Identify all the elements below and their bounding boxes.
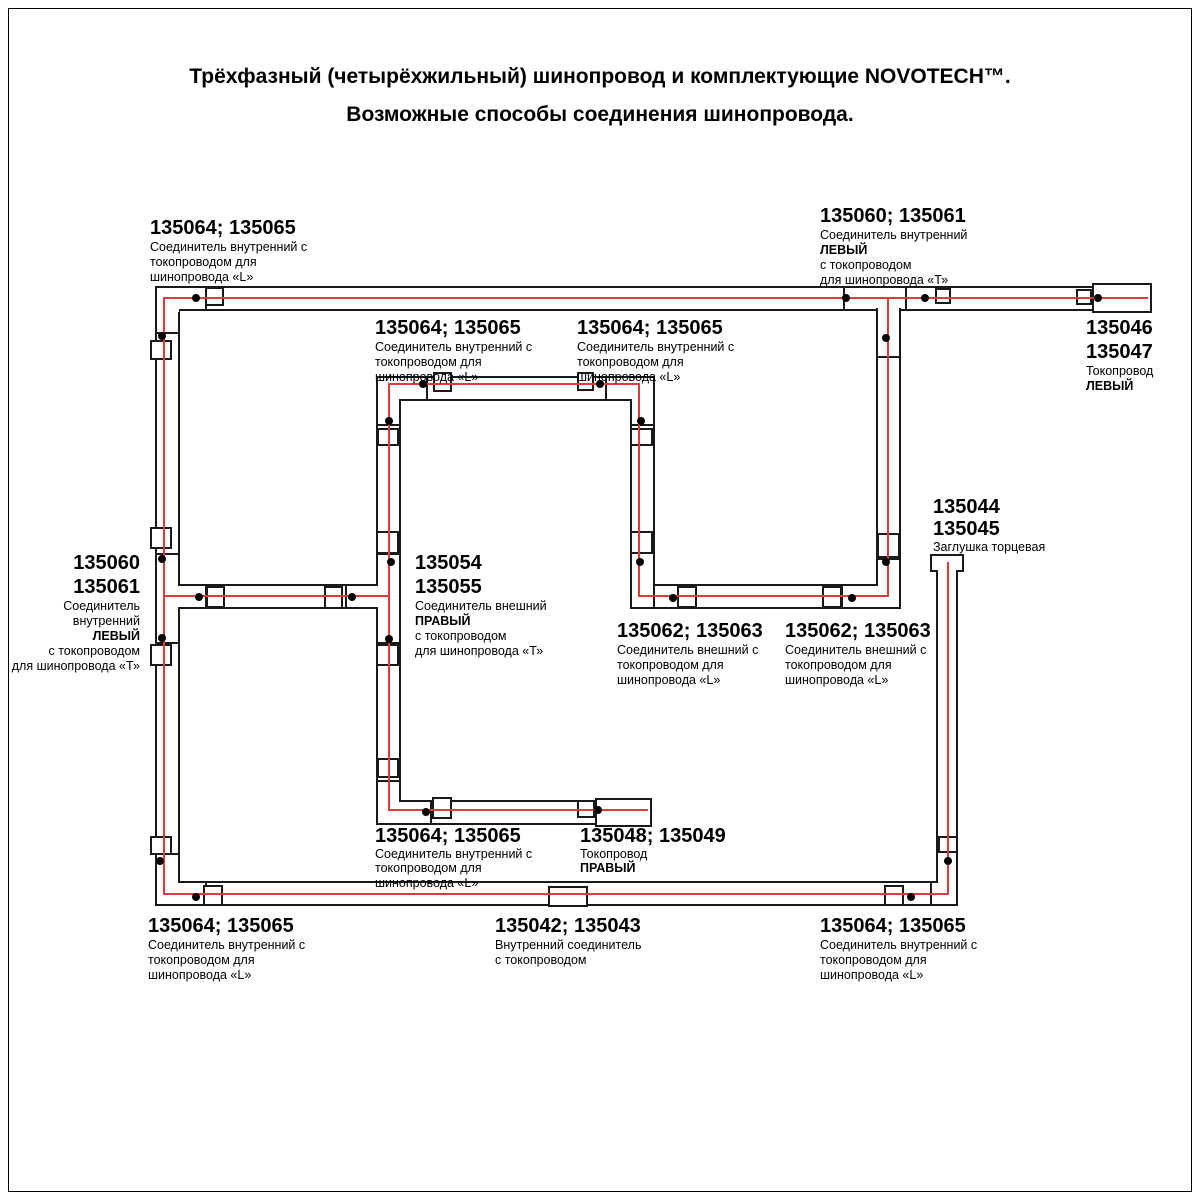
conductor-line — [163, 297, 1148, 299]
junction-opening — [632, 398, 653, 402]
part-desc: Соединитель внутренний с — [148, 938, 306, 952]
connector-block — [630, 428, 653, 446]
part-desc: Токопровод — [1086, 364, 1154, 378]
part-number: 135060; 135061 — [820, 205, 966, 227]
mount-dot — [385, 417, 393, 425]
mount-dot — [385, 635, 393, 643]
part-desc: Соединитель внутренний с — [577, 340, 735, 354]
part-desc: Соединитель внутренний с — [150, 240, 308, 254]
mount-dot — [944, 857, 952, 865]
part-desc: токопроводом для — [820, 953, 927, 967]
connector-block — [677, 586, 697, 608]
part-desc: ЛЕВЫЙ — [1086, 379, 1134, 393]
part-desc: токопроводом для — [617, 658, 724, 672]
part-desc: токопроводом для — [577, 355, 684, 369]
part-desc: шинопровода «L» — [150, 270, 254, 284]
title-line-1: Трёхфазный (четырёхжильный) шинопровод и комплектующие NOVOTECH™. — [189, 65, 1011, 88]
part-desc: шинопровода «L» — [785, 673, 889, 687]
mount-dot — [848, 594, 856, 602]
part-desc: с токопроводом — [820, 258, 912, 272]
mount-dot — [158, 332, 166, 340]
label-connector-top-left — [150, 216, 307, 285]
junction-opening — [157, 881, 178, 884]
part-desc: с токопроводом — [48, 644, 140, 658]
part-desc: Соединитель внутренний — [820, 228, 968, 242]
part-number: 135046 — [1086, 317, 1153, 339]
part-desc: токопроводом для — [375, 861, 482, 876]
part-number: 135042; 135043 — [495, 915, 641, 937]
mount-dot — [636, 558, 644, 566]
label-connector-mid-t — [415, 551, 547, 659]
conductor-line — [388, 383, 390, 811]
mount-dot — [156, 857, 164, 865]
part-number: 135064; 135065 — [577, 317, 723, 339]
label-connector-bottom-left — [148, 914, 305, 983]
connector-block — [324, 586, 343, 609]
mount-dot — [842, 294, 850, 302]
part-desc: Соединитель внешний — [415, 599, 547, 613]
mount-dot — [422, 808, 430, 816]
part-desc: с токопроводом — [415, 629, 507, 643]
part-number: 135061 — [73, 576, 140, 598]
connector-block — [548, 886, 588, 907]
part-desc: ЛЕВЫЙ — [820, 243, 868, 257]
connector-block — [206, 586, 225, 608]
junction-opening — [157, 606, 178, 610]
part-desc: ПРАВЫЙ — [415, 614, 471, 628]
connector-block — [432, 797, 452, 819]
junction-opening — [632, 584, 653, 587]
part-number: 135047 — [1086, 341, 1153, 363]
part-number: 135054 — [415, 552, 482, 574]
conductor-line — [163, 893, 949, 895]
part-desc: шинопровода «L» — [820, 968, 924, 982]
connector-block — [150, 340, 172, 360]
part-desc: Соединитель внешний с — [617, 643, 759, 657]
connector-block — [630, 531, 653, 554]
mount-dot — [192, 294, 200, 302]
mount-dot — [594, 806, 602, 814]
part-desc: для шинопровода «Т» — [415, 644, 544, 658]
power-feed-right-piece — [595, 798, 652, 827]
part-desc: токопроводом для — [150, 255, 257, 269]
connector-block — [203, 885, 223, 906]
part-number: 135064; 135065 — [375, 825, 521, 847]
part-number: 135064; 135065 — [150, 217, 296, 239]
part-desc: шинопровода «L» — [617, 673, 721, 687]
conductor-line — [947, 562, 949, 895]
part-number: 135055 — [415, 576, 482, 598]
part-number: 135060 — [73, 552, 140, 574]
label-connector-inner-bottom — [375, 826, 532, 890]
title-line-2: Возможные способы соединения шинопровода. — [346, 102, 854, 126]
part-number: 135045 — [933, 518, 1000, 540]
label-straight-connector — [495, 914, 641, 968]
part-number: 135064; 135065 — [148, 915, 294, 937]
mount-dot — [348, 593, 356, 601]
connector-block — [150, 644, 172, 666]
part-desc: шинопровода «L» — [148, 968, 252, 982]
part-desc: Соединитель внутренний с — [820, 938, 978, 952]
label-power-feed-right — [580, 826, 726, 876]
part-desc: токопроводом для — [148, 953, 255, 967]
part-desc: ЛЕВЫЙ — [92, 629, 140, 643]
part-desc: токопроводом для — [375, 355, 482, 369]
part-desc: токопроводом для — [785, 658, 892, 672]
track-seam — [155, 553, 180, 555]
part-desc: Соединитель внутренний с — [375, 340, 533, 354]
mount-dot — [387, 558, 395, 566]
label-connector-inner-top-right — [577, 316, 734, 385]
part-number: 135048; 135049 — [580, 825, 726, 847]
mount-dot — [907, 893, 915, 901]
mount-dot — [882, 558, 890, 566]
connector-block — [884, 885, 904, 906]
mount-dot — [158, 555, 166, 563]
mount-dot — [882, 334, 890, 342]
part-desc: шинопровода «L» — [577, 370, 681, 384]
part-desc: Заглушка торцевая — [933, 540, 1046, 554]
part-desc: шинопровода «L» — [375, 370, 479, 384]
part-number: 135064; 135065 — [375, 317, 521, 339]
connector-block — [150, 836, 172, 855]
track-segment-inner-right — [630, 376, 655, 609]
part-desc: Соединитель внутренний с — [375, 847, 533, 861]
part-number: 135064; 135065 — [820, 915, 966, 937]
mount-dot — [192, 893, 200, 901]
part-desc: для шинопровода «Т» — [11, 659, 140, 673]
label-power-feed-left — [1086, 316, 1153, 394]
part-number: 135044 — [933, 496, 1000, 518]
part-desc: шинопровода «L» — [375, 875, 479, 890]
label-outer-corner-right — [785, 619, 931, 688]
label-connector-inner-top-left — [375, 316, 532, 385]
part-number: 135062; 135063 — [617, 620, 763, 642]
mount-dot — [158, 634, 166, 642]
connector-block — [935, 288, 951, 304]
part-desc: Соединитель внутренний — [63, 599, 140, 628]
part-desc: для шинопровода «Т» — [820, 273, 949, 287]
mount-dot — [637, 417, 645, 425]
part-desc: Токопровод — [580, 847, 648, 861]
junction-opening — [398, 802, 402, 823]
junction-opening — [157, 584, 178, 587]
part-number: 135062; 135063 — [785, 620, 931, 642]
conductor-line — [887, 297, 889, 597]
part-desc: Соединитель внешний с — [785, 643, 927, 657]
part-desc: ПРАВЫЙ — [580, 861, 636, 876]
label-connector-top-t — [820, 204, 967, 288]
mount-dot — [669, 594, 677, 602]
part-desc: Внутренний соединитель — [495, 938, 642, 952]
mount-dot — [1094, 294, 1102, 302]
mount-dot — [921, 294, 929, 302]
label-outer-corner-left — [617, 619, 763, 688]
junction-opening — [157, 308, 179, 312]
mount-dot — [195, 593, 203, 601]
label-connector-left-t — [5, 551, 140, 674]
label-end-cap — [933, 496, 1045, 555]
part-desc: с токопроводом — [495, 953, 587, 967]
label-connector-bottom-right — [820, 914, 977, 983]
connector-block — [822, 586, 842, 608]
connector-block — [150, 527, 172, 549]
